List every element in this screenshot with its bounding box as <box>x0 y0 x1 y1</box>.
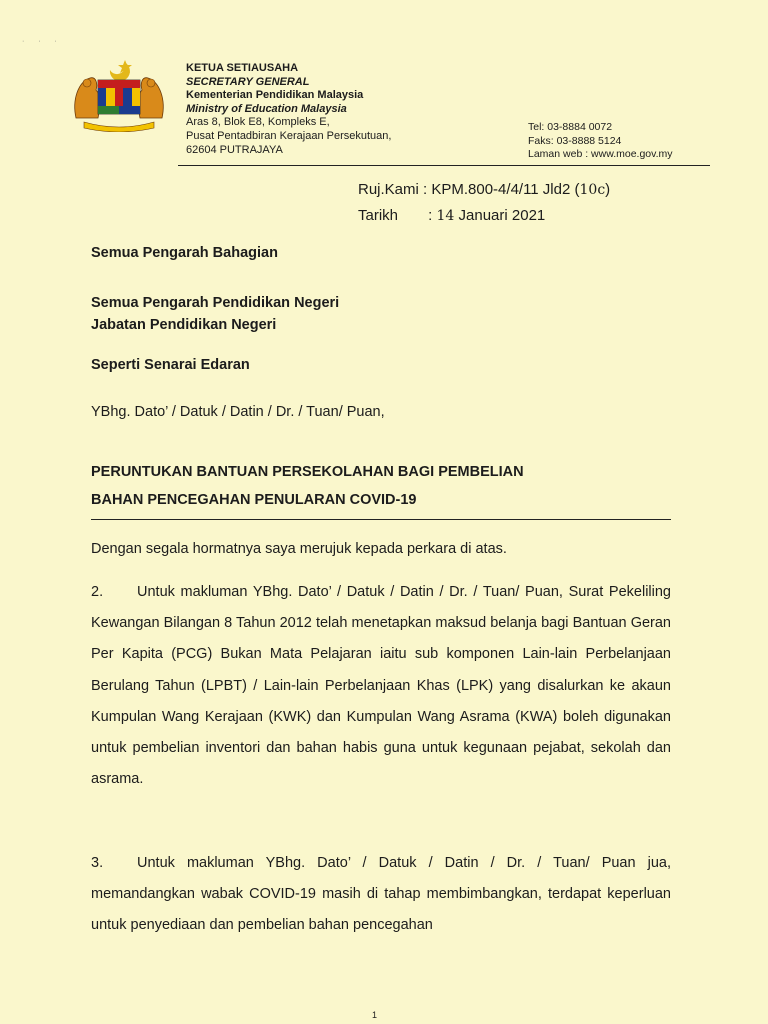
addressee-1: Semua Pengarah Bahagian <box>91 245 278 261</box>
reference-label: Ruj.Kami : <box>358 181 428 198</box>
malaysia-coat-of-arms-icon <box>70 56 168 132</box>
header-divider <box>178 165 710 166</box>
paragraph-2-text: Untuk makluman YBhg. Dato’ / Datuk / Datin / Dr. / Tuan/ Puan, Surat Pekeliling Kewangan Bilangan 8 Tahun 2012 telah menetapkan maksud belanja bagi Bantuan Geran Per Kapita (PCG) Bukan Mata Pelajaran iaitu sub komponen Lain-lain Perbelanjaan Berulang Tahun (LPBT) / Lain-lain Perbelanjaan Khas (LPK) yang disalurkan ke akaun Kumpulan Wang Kerajaan (KWK) dan Kumpulan Wang Asrama (KWA) boleh digunakan untuk pembelian inventori dan bahan habis guna untuk kegunaan pejabat, sekolah dan asrama. <box>91 584 671 788</box>
paragraph-2-number: 2. <box>91 584 104 600</box>
letterhead-block <box>186 62 391 157</box>
ministry-malay: Kementerian Pendidikan Malaysia <box>186 89 364 102</box>
page-number: 1 <box>372 1010 378 1020</box>
title-malay: KETUA SETIAUSAHA <box>186 62 299 74</box>
addressee-2 <box>91 292 339 336</box>
addressee-2-line-2: Jabatan Pendidikan Negeri <box>91 317 277 333</box>
date-label: Tarikh <box>358 207 399 224</box>
paragraph-3 <box>91 848 671 942</box>
subject-line-1: PERUNTUKAN BANTUAN PERSEKOLAHAN BAGI PEMBELIAN <box>91 464 524 480</box>
reference-close: ) <box>605 181 611 198</box>
scan-specks: · · · <box>22 38 63 45</box>
ministry-english: Ministry of Education Malaysia <box>186 102 347 115</box>
opening-paragraph: Dengan segala hormatnya saya merujuk kepada perkara di atas. <box>91 541 507 557</box>
reference-handwritten: 10c <box>579 182 606 198</box>
reference-row <box>358 177 610 203</box>
fax: Faks: 03-8888 5124 <box>528 134 622 147</box>
paragraph-3-text: Untuk makluman YBhg. Dato’ / Datuk / Datin / Dr. / Tuan/ Puan jua, memandangkan wabak COVID-19 masih di tahap membimbangkan, terdapat keperluan untuk penyediaan dan pembelian bahan pencegahan <box>91 855 671 934</box>
paragraph-3-number: 3. <box>91 855 104 871</box>
subject-line-2: BAHAN PENCEGAHAN PENULARAN COVID-19 <box>91 492 417 508</box>
reference-value: KPM.800-4/4/11 Jld2 ( <box>431 181 580 198</box>
telephone: Tel: 03-8884 0072 <box>528 121 613 133</box>
salutation: YBhg. Dato’ / Datuk / Datin / Dr. / Tuan/ Puan, <box>91 404 385 420</box>
contact-block <box>528 121 673 162</box>
address-line-2: Pusat Pentadbiran Kerajaan Persekutuan, <box>186 129 392 142</box>
address-line-1: Aras 8, Blok E8, Kompleks E, <box>186 116 330 129</box>
date-handwritten-day: 14 <box>436 208 455 224</box>
date-value: Januari 2021 <box>458 207 546 224</box>
subject-underline <box>91 519 671 520</box>
date-row <box>358 203 610 229</box>
paragraph-2 <box>91 577 671 795</box>
reference-block <box>358 177 610 229</box>
subject-heading <box>91 458 671 514</box>
title-english: SECRETARY GENERAL <box>186 75 310 88</box>
website: Laman web : www.moe.gov.my <box>528 148 673 161</box>
date-colon: : <box>428 207 433 224</box>
address-line-3: 62604 PUTRAJAYA <box>186 143 283 156</box>
addressee-2-line-1: Semua Pengarah Pendidikan Negeri <box>91 295 340 311</box>
addressee-3: Seperti Senarai Edaran <box>91 357 250 373</box>
